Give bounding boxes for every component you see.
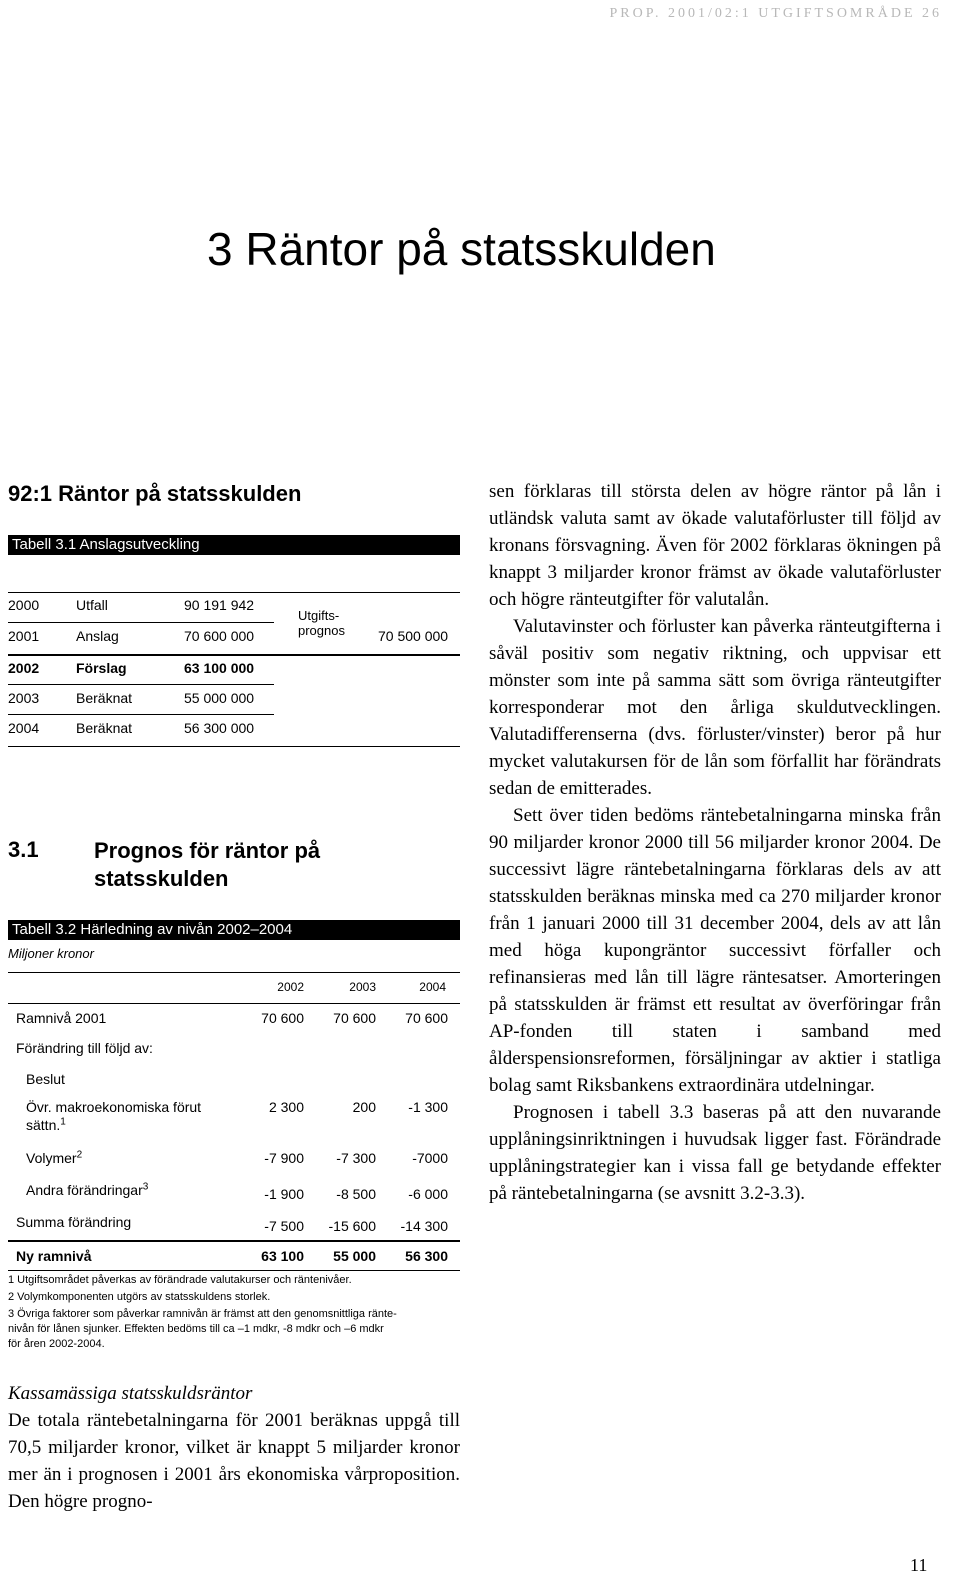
divider <box>8 972 460 973</box>
divider <box>8 654 460 656</box>
table-cell: -8 500 <box>336 1186 376 1202</box>
table-3-1-caption: Tabell 3.1 Anslagsutveckling <box>8 535 460 555</box>
table-cell: -15 600 <box>328 1218 376 1234</box>
table-cell: 56 300 <box>405 1248 448 1264</box>
table-unit: Miljoner kronor <box>8 946 94 961</box>
table-side-value: 70 500 000 <box>378 628 449 644</box>
table-row-label: Ramnivå 2001 <box>16 1010 107 1026</box>
footnote: för åren 2002-2004. <box>8 1338 105 1350</box>
table-side-label: Utgifts- <box>298 608 340 623</box>
chapter-title: 3 Räntor på statsskulden <box>207 223 716 275</box>
footnote: 3 Övriga faktorer som påverkar ramnivån är främst att den genomsnittliga ränte- <box>8 1308 397 1320</box>
footnote: 1 Utgiftsområdet påverkas av förändrade valutakurser och räntenivåer. <box>8 1274 352 1286</box>
table-cell: Beräknat <box>76 690 133 706</box>
table-cell: -14 300 <box>400 1218 448 1234</box>
table-row-label: Summa förändring <box>16 1214 132 1230</box>
table-cell: -1 900 <box>264 1186 304 1202</box>
column-header: 2003 <box>349 980 376 994</box>
table-cell: Förslag <box>76 660 127 676</box>
table-row: 2004 <box>8 720 40 736</box>
subheading: Kassamässiga statsskuldsräntor <box>8 1383 253 1404</box>
table-cell: -7 900 <box>264 1150 304 1166</box>
table-cell: 70 600 <box>261 1010 304 1026</box>
divider <box>8 714 274 715</box>
table-row-label: Beslut <box>26 1071 65 1087</box>
table-row-label: Förändring till följd av: <box>16 1040 153 1056</box>
table-cell: 55 000 <box>333 1248 376 1264</box>
divider <box>8 1240 460 1242</box>
table-cell: 70 600 <box>405 1010 448 1026</box>
divider <box>8 746 460 747</box>
table-row-label: Ny ramnivå <box>16 1248 92 1264</box>
divider <box>8 592 460 593</box>
column-header: 2002 <box>277 980 304 994</box>
table-cell: 56 300 000 <box>184 720 255 736</box>
table-row-label: Övr. makroekonomiska förut <box>26 1099 202 1115</box>
paragraph: Sett över tiden bedöms räntebetalningarna minska från 90 miljarder kronor 2000 till 56 miljarder kronor 2004. De successivt lägre räntebetalningarna förklaras dels av att statsskulden beräknas minska med ca 270 miljarder kronor från 1 januari 2000 till 31 december 2004, dels av att lån med höga kupongräntor successivt förfaller och refinansieras med lån till lägre räntesatser. Amorteringen på statsskulden är främst ett resultat av överföringar från AP-fonden till staten i samband med ålderspensionsreformen, försäljningar av aktier i statliga bolag samt Riksbankens extraordinära utdelningar. <box>489 805 941 1096</box>
section-title: 92:1 Räntor på statsskulden <box>8 481 302 506</box>
paragraph: Prognosen i tabell 3.3 baseras på att den nuvarande upplåningsinriktningen i huvudsak ligger fast. Förändrade upplåningstrategier kan i vissa fall ge betydande effekter på räntebetalningarna (se avsnitt 3.2-3.3). <box>489 1102 941 1204</box>
body-text-left <box>8 1380 460 1515</box>
table-row: 2003 <box>8 690 40 706</box>
table-cell: 2 300 <box>268 1099 304 1115</box>
table-cell: -1 300 <box>408 1099 448 1115</box>
table-cell: -7 500 <box>264 1218 304 1234</box>
table-cell: -7 300 <box>336 1150 376 1166</box>
table-row-label: Andra förändringar$^3$ <box>26 1181 149 1198</box>
table-row: 2000 <box>8 597 40 613</box>
page-number: 11 <box>910 1555 928 1575</box>
table-side-label: prognos <box>298 623 345 638</box>
body-text-right <box>489 478 941 1207</box>
divider <box>8 1270 460 1271</box>
table-cell: 63 100 <box>261 1248 304 1264</box>
table-row: 2001 <box>8 628 40 644</box>
table-row: 2002 <box>8 660 40 676</box>
table-cell: 70 600 <box>333 1010 376 1026</box>
column-header: 2004 <box>419 980 446 994</box>
footnote: nivån för lånen sjunker. Effekten bedöms till ca –1 mdkr, -8 mdkr och –6 mdkr <box>8 1323 384 1335</box>
table-cell: -7000 <box>412 1150 448 1166</box>
table-cell: Anslag <box>76 628 119 644</box>
table-cell: Utfall <box>76 597 108 613</box>
table-cell: 200 <box>352 1099 376 1115</box>
table-cell: 63 100 000 <box>184 660 255 676</box>
table-cell: 70 600 000 <box>184 628 255 644</box>
table-cell: Beräknat <box>76 720 133 736</box>
table-row-label: Volymer$^2$ <box>26 1149 83 1166</box>
table-row-label: sättn.$^1$ <box>26 1116 66 1133</box>
paragraph: Valutavinster och förluster kan påverka ränteutgifterna i såväl positiv som negativ riktning, och uppvisar ett mönster som inte på samma sätt som övriga ränteutgifter korresponderar mot den årliga skuldutvecklingen. Valutadifferenserna (dvs. förluster/vinster) beror på hur mycket valutakursen för de lån som förfallit har förändrats sedan de emitterades. <box>489 616 941 799</box>
paragraph: sen förklaras till största delen av högre räntor på lån i utländsk valuta samt av ökade valutaförluster till följd av kronans försvagning. Även för 2002 förklaras ökningen på knappt 3 miljarder kronor främst av ökade valutaförluster och högre ränteutgifter för valutalån. <box>489 481 941 610</box>
divider <box>8 622 274 623</box>
divider <box>8 1003 460 1004</box>
divider <box>8 684 274 685</box>
paragraph: De totala räntebetalningarna för 2001 beräknas uppgå till 70,5 miljarder kronor, vilket är knappt 5 miljarder kronor mer än i prognosen i 2001 års ekonomiska vårproposition. Den högre progno- <box>8 1410 460 1512</box>
footnote: 2 Volymkomponenten utgörs av statsskuldens storlek. <box>8 1291 271 1303</box>
table-cell: -6 000 <box>408 1186 448 1202</box>
table-cell: 90 191 942 <box>184 597 255 613</box>
table-3-2-caption: Tabell 3.2 Härledning av nivån 2002–2004 <box>8 920 460 940</box>
table-cell: 55 000 000 <box>184 690 255 706</box>
running-header: PROP. 2001/02:1 UTGIFTSOMRÅDE 26 <box>609 6 942 21</box>
